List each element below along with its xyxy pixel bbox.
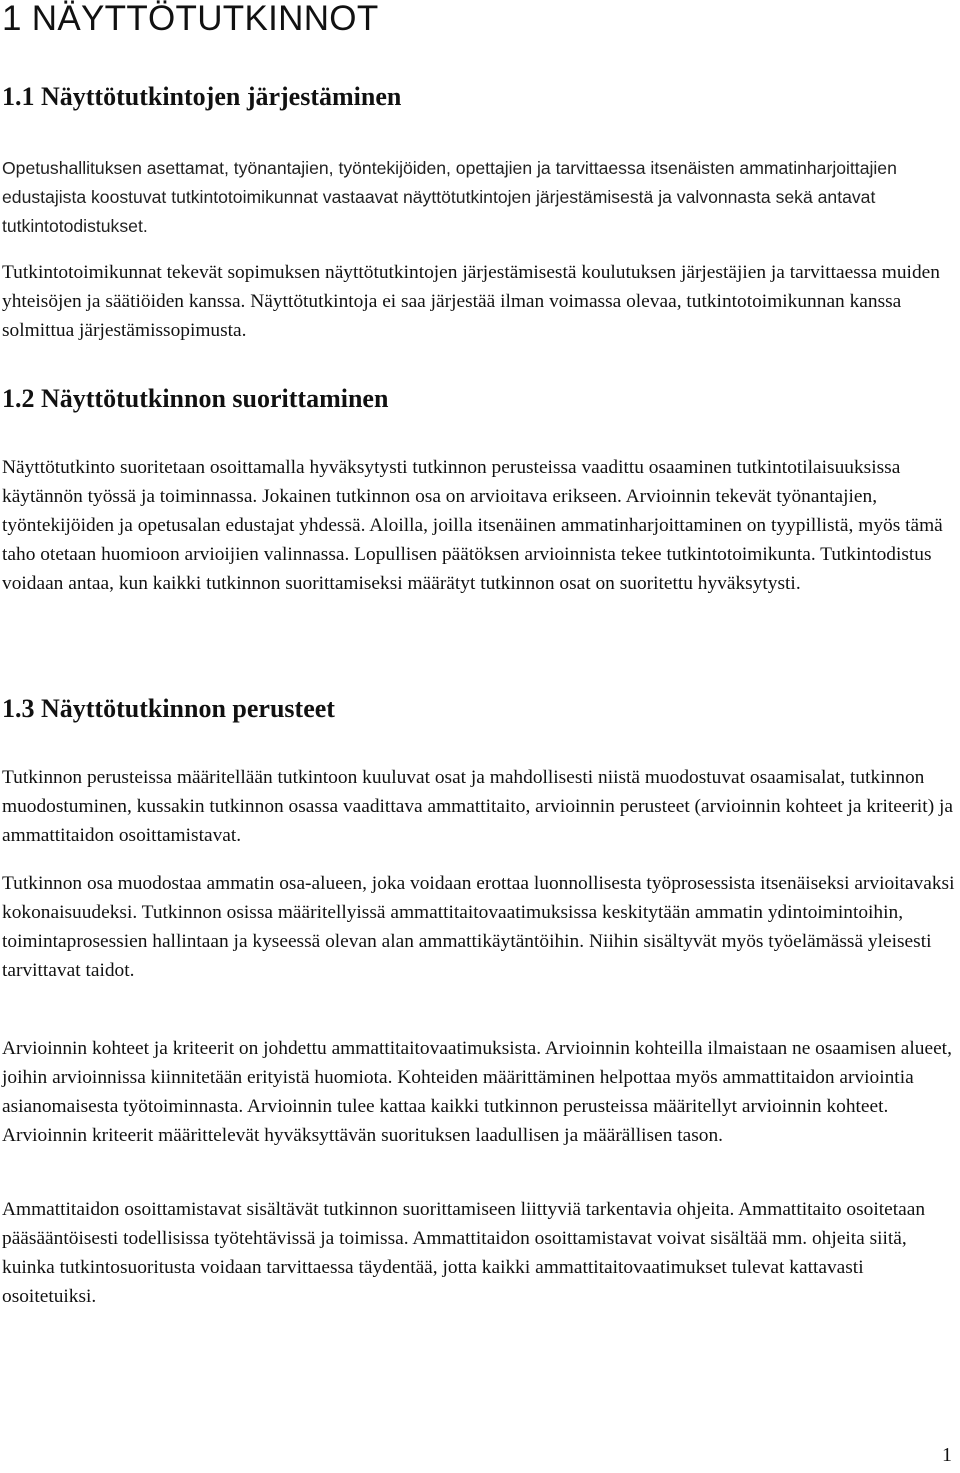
paragraph: Tutkinnon osa muodostaa ammatin osa-alueen, joka voidaan erottaa luonnollisesta työprosessista itsenäiseksi arvioitavaksi kokonaisuudeksi. Tutkinnon osissa määritellyissä ammattitaitovaatimuksissa keskitytään ammatin ydintoimintoihin, toimintaprosessien hallintaan ja kyseessä olevan alan ammattikäytäntöihin. Niihin sisältyvät myös työelämässä yleisesti tarvittavat taidot. — [2, 873, 955, 981]
section-heading-1-3: 1.3 Näyttötutkinnon perusteet — [2, 694, 335, 723]
paragraph: Näyttötutkinto suoritetaan osoittamalla hyväksytysti tutkinnon perusteissa vaadittu osaaminen tutkintotilaisuuksissa käytännön työssä ja toiminnassa. Jokainen tutkinnon osa on arvioitava erikseen. Arvioinnin tekevät työnantajien, työntekijöiden ja opetusalan edustajat yhdessä. Aloilla, joilla itsenäinen ammatinharjoittaminen on tyypillistä, myös tämä taho otetaan huomioon arvioijien valinnassa. Lopullisen päätöksen arvioinnista tekee tutkintotoimikunta. Tutkintodistus voidaan antaa, kun kaikki tutkinnon suorittamiseksi määrätyt tutkinnon osat on suoritettu hyväksytysti. — [2, 457, 943, 594]
paragraph: Tutkinnon perusteissa määritellään tutkintoon kuuluvat osat ja mahdollisesti niistä muodostuvat osaamisalat, tutkinnon muodostuminen, kussakin tutkinnon osassa vaadittava ammattitaito, arvioinnin perusteet (arvioinnin kohteet ja kriteerit) ja ammattitaidon osoittamistavat. — [2, 767, 953, 846]
section-heading-1-2: 1.2 Näyttötutkinnon suorittaminen — [2, 384, 389, 413]
document-title: 1 NÄYTTÖTUTKINNOT — [2, 0, 379, 38]
paragraph: Tutkintotoimikunnat tekevät sopimuksen näyttötutkintojen järjestämisestä koulutuksen järjestäjien ja tarvittaessa muiden yhteisöjen ja säätiöiden kanssa. Näyttötutkintoja ei saa järjestää ilman voimassa olevaa, tutkintotoimikunnan kanssa solmittua järjestämissopimusta. — [2, 262, 940, 341]
paragraph: Ammattitaidon osoittamistavat sisältävät tutkinnon suorittamiseen liittyviä tarkentavia ohjeita. Ammattitaito osoitetaan pääsääntöisesti todellisissa työtehtävissä ja toimissa. Ammattitaidon osoittamistavat voivat sisältää mm. ohjeita siitä, kuinka tutkintosuoritusta voidaan tarvittaessa täydentää, jotta kaikki ammattitaitovaatimukset tulevat kattavasti osoitetuiksi. — [2, 1199, 926, 1307]
page-number: 1 — [942, 1444, 952, 1466]
paragraph: Arvioinnin kohteet ja kriteerit on johdettu ammattitaitovaatimuksista. Arvioinnin kohteilla ilmaistaan ne osaamisen alueet, joihin arvioinnissa kiinnitetään erityistä huomiota. Kohteiden määrittäminen helpottaa myös ammattitaidon arviointia asianomaisesta työtoiminnasta. Arvioinnin tulee kattaa kaikki tutkinnon perusteissa määritellyt arvioinnin kohteet. Arvioinnin kriteerit määrittelevät hyväksyttävän suorituksen laadullisen ja määrällisen tason. — [2, 1038, 952, 1146]
section-heading-1-1: 1.1 Näyttötutkintojen järjestäminen — [2, 82, 402, 111]
paragraph: Opetushallituksen asettamat, työnantajien, työntekijöiden, opettajien ja tarvittaessa itsenäisten ammatinharjoittajien edustajista koostuvat tutkintotoimikunnat vastaavat näyttötutkintojen järjestämisestä ja valvonnasta sekä antavat tutkintotodistukset. — [2, 158, 897, 236]
